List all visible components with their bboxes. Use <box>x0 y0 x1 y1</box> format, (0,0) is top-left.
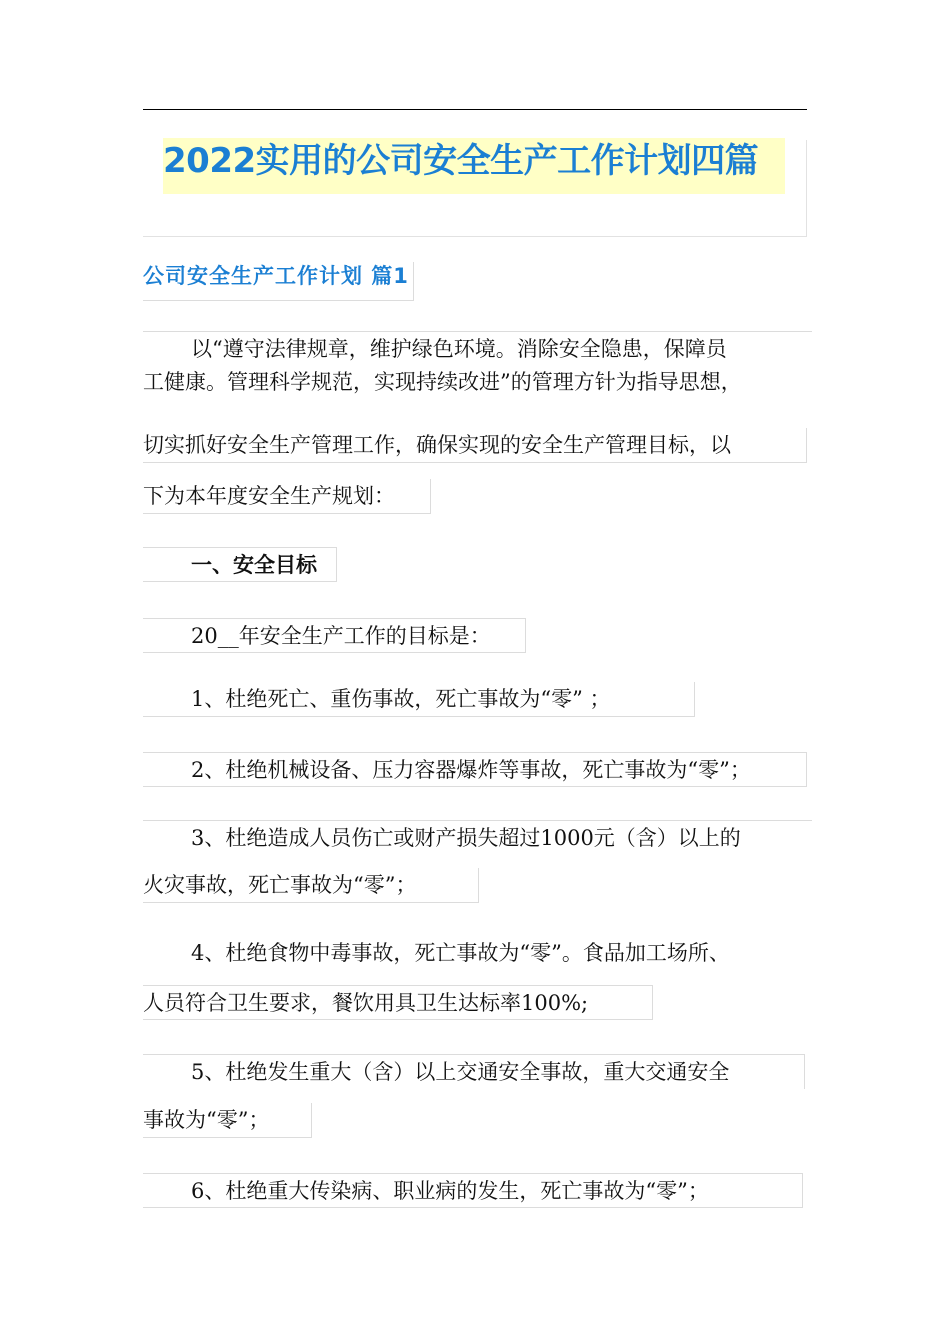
paragraph-line: 下为本年度安全生产规划： <box>143 479 431 514</box>
goal-item: 1、杜绝死亡、重伤事故，死亡事故为“零” ； <box>143 682 695 717</box>
goal-item-continued: 事故为“零”； <box>143 1103 312 1138</box>
section-heading: 公司安全生产工作计划 篇1 <box>143 262 414 301</box>
goal-intro: 20__年安全生产工作的目标是： <box>143 618 526 653</box>
goal-item-continued: 火灾事故，死亡事故为“零”； <box>143 868 479 903</box>
paragraph-line: 以“遵守法律规章，维护绿色环境。消除安全隐患，保障员 <box>143 331 812 365</box>
goal-item: 3、杜绝造成人员伤亡或财产损失超过1000元（含）以上的 <box>143 820 812 855</box>
document-title: 2022实用的公司安全生产工作计划四篇 <box>163 138 785 194</box>
paragraph-line: 切实抓好安全生产管理工作，确保实现的安全生产管理目标，以 <box>143 428 807 463</box>
header-rule <box>143 109 807 110</box>
goal-item: 5、杜绝发生重大（含）以上交通安全事故，重大交通安全 <box>143 1054 805 1089</box>
subheading-safety-goals: 一、安全目标 <box>143 547 337 582</box>
goal-item-continued: 人员符合卫生要求，餐饮用具卫生达标率100%; <box>143 985 653 1020</box>
goal-item: 2、杜绝机械设备、压力容器爆炸等事故，死亡事故为“零”； <box>143 752 807 787</box>
paragraph-line: 工健康。管理科学规范，实现持续改进”的管理方针为指导思想， <box>143 370 742 394</box>
goal-item: 4、杜绝食物中毒事故，死亡事故为“零”。食品加工场所、 <box>191 941 730 965</box>
goal-item: 6、杜绝重大传染病、职业病的发生，死亡事故为“零”； <box>143 1173 803 1208</box>
